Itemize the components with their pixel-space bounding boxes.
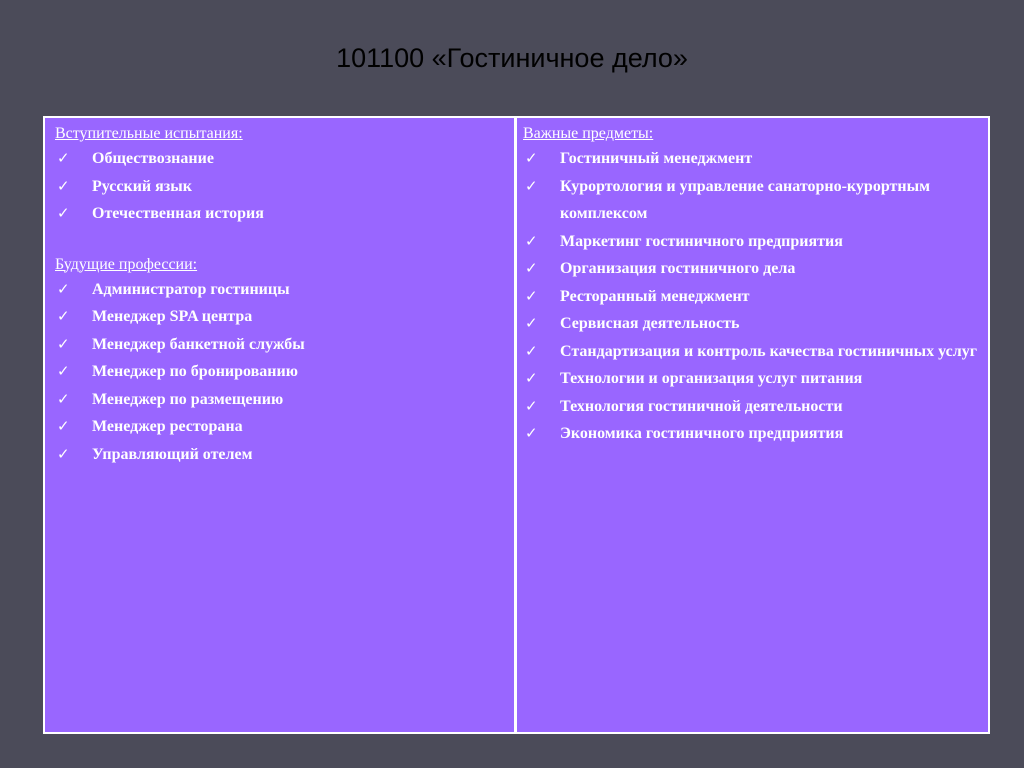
list-item: ✓ Менеджер SPA центра: [55, 303, 506, 331]
slide-title: 101100 «Гостиничное дело»: [336, 43, 688, 73]
list-item: ✓ Менеджер по бронированию: [55, 358, 506, 386]
check-icon: ✓: [57, 204, 70, 222]
check-icon: ✓: [57, 444, 70, 463]
check-icon: ✓: [525, 396, 538, 415]
list-item: ✓ Маркетинг гостиничного предприятия: [523, 228, 980, 256]
check-icon: ✓: [57, 176, 70, 195]
list-item: ✓ Менеджер ресторана: [55, 413, 506, 441]
list-item: ✓ Менеджер банкетной службы: [55, 331, 506, 359]
subjects-list: [523, 145, 980, 448]
list-item: ✓ Курортология и управление санаторно-курортным комплексом: [523, 173, 980, 228]
list-item: ✓ Гостиничный менеджмент: [523, 145, 980, 173]
list-item: ✓ Менеджер по размещению: [55, 386, 506, 414]
professions-list: [55, 276, 506, 469]
check-icon: ✓: [57, 334, 70, 353]
list-item: ✓ Отечественная история: [55, 200, 506, 228]
list-item: ✓ Русский язык: [55, 173, 506, 201]
check-icon: ✓: [525, 231, 538, 250]
table-cell-right: [517, 118, 988, 732]
check-icon: ✓: [57, 362, 70, 380]
check-icon: ✓: [525, 341, 538, 360]
list-item: ✓ Сервисная деятельность: [523, 310, 980, 338]
check-icon: ✓: [525, 176, 538, 195]
professions-heading: Будущие профессии:: [55, 255, 198, 273]
check-icon: ✓: [525, 369, 538, 387]
entrance-list: [55, 145, 506, 228]
check-icon: ✓: [525, 424, 538, 442]
table: [43, 116, 990, 734]
list-item: ✓ Ресторанный менеджмент: [523, 283, 980, 311]
subjects-heading: Важные предметы:: [523, 125, 654, 142]
check-icon: ✓: [525, 149, 538, 167]
list-item: ✓ Стандартизация и контроль качества гостиничных услуг: [523, 338, 980, 366]
check-icon: ✓: [525, 286, 538, 305]
list-item: ✓ Технологии и организация услуг питания: [523, 365, 980, 393]
list-item: ✓ Управляющий отелем: [55, 441, 506, 469]
check-icon: ✓: [57, 279, 70, 298]
check-icon: ✓: [525, 259, 538, 277]
list-item: ✓ Экономика гостиничного предприятия: [523, 420, 980, 448]
entrance-heading: Вступительные испытания:: [55, 125, 243, 142]
list-item: ✓ Администратор гостиницы: [55, 276, 506, 304]
check-icon: ✓: [57, 307, 70, 325]
check-icon: ✓: [57, 149, 70, 167]
table-cell-left: [45, 118, 514, 732]
check-icon: ✓: [57, 417, 70, 435]
check-icon: ✓: [57, 389, 70, 408]
list-item: ✓ Обществознание: [55, 145, 506, 173]
check-icon: ✓: [525, 314, 538, 332]
list-item: ✓ Организация гостиничного дела: [523, 255, 980, 283]
list-item: ✓ Технология гостиничной деятельности: [523, 393, 980, 421]
